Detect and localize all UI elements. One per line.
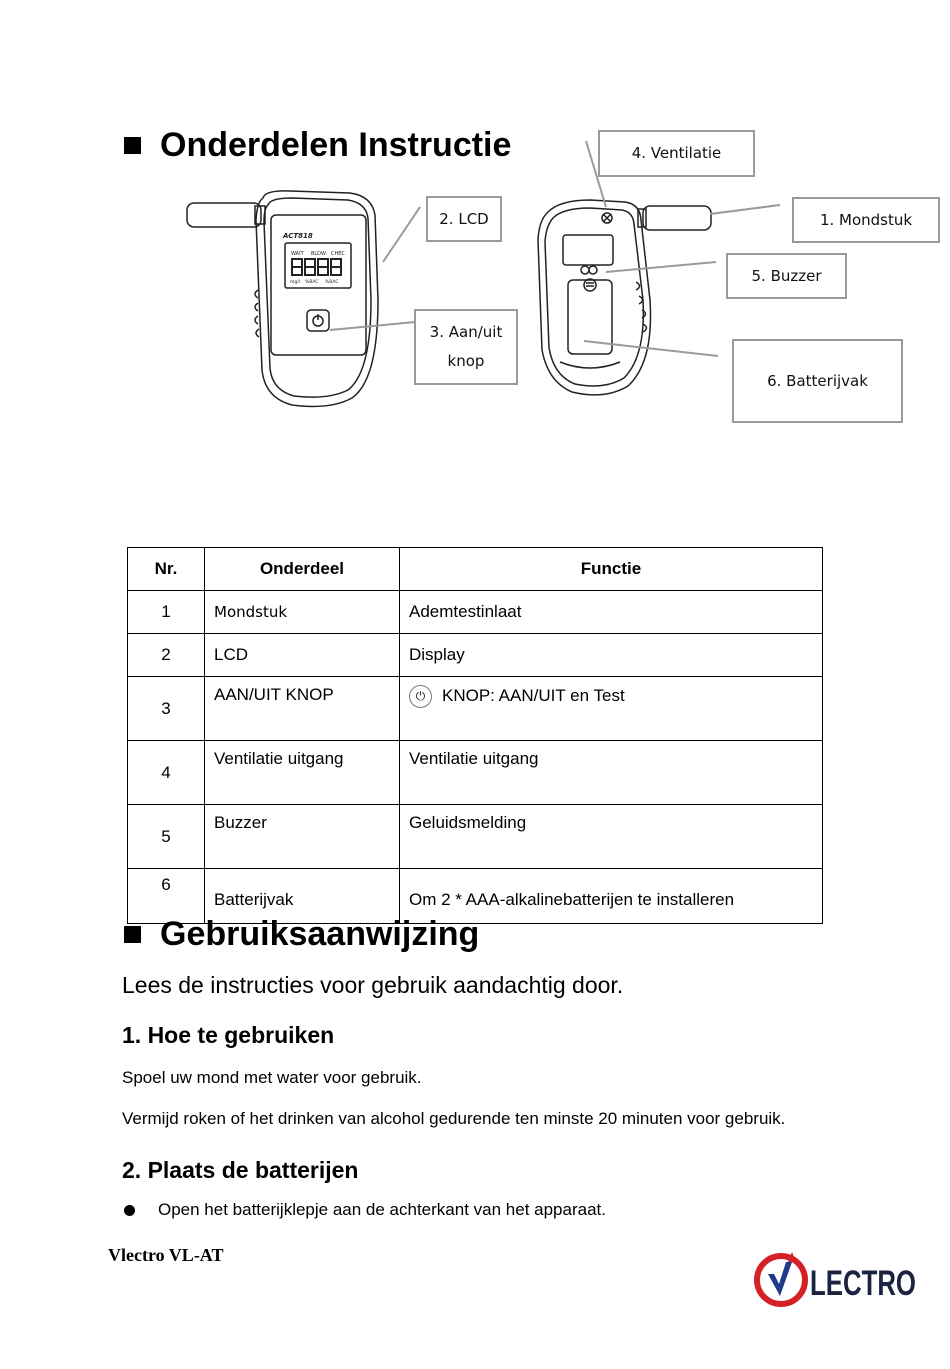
logo-mark-icon <box>752 1248 922 1310</box>
square-bullet-icon <box>124 926 141 943</box>
callout-aan-uit-line1: 3. Aan/uit <box>429 323 503 341</box>
row-part: Mondstuk <box>205 591 400 634</box>
parts-table <box>127 547 823 924</box>
callout-lcd: 2. LCD <box>426 196 502 242</box>
bullet-text: Open het batterijklepje aan de achterkant van het apparaat. <box>158 1200 606 1219</box>
lcd-label-chec: CHEC <box>331 251 345 257</box>
row-part: Batterijvak <box>205 869 400 924</box>
table-row <box>128 741 823 805</box>
row-function: Ademtestinlaat <box>400 591 823 634</box>
row-nr: 6 <box>128 869 205 924</box>
lcd-label-bac2: %BAC <box>325 280 339 285</box>
callout-buzzer: 5. Buzzer <box>726 253 847 299</box>
row-nr: 4 <box>128 741 205 805</box>
row-part: LCD <box>205 634 400 677</box>
bullet-item <box>124 1200 606 1220</box>
row-function: Display <box>400 634 823 677</box>
device-front <box>187 191 378 407</box>
row-function: Om 2 * AAA-alkalinebatterijen te installeren <box>400 869 823 924</box>
row-part: AAN/UIT KNOP <box>205 677 400 741</box>
section-heading-gebruiksaanwijzing <box>124 915 479 954</box>
table-row <box>128 805 823 869</box>
row-nr: 3 <box>128 677 205 741</box>
section-title: Gebruiksaanwijzing <box>160 915 480 953</box>
paragraph: Vermijd roken of het drinken van alcohol gedurende ten minste 20 minuten voor gebruik. <box>122 1109 786 1128</box>
row-nr: 1 <box>128 591 205 634</box>
row-part: Ventilatie uitgang <box>205 741 400 805</box>
subheading-hoe-te-gebruiken: 1. Hoe te gebruiken <box>122 1022 335 1048</box>
callout-mondstuk: 1. Mondstuk <box>792 197 940 243</box>
lcd-label-wait: WAIT <box>291 251 304 257</box>
logo-text: LECTRO <box>810 1264 916 1303</box>
bullet-dot-icon <box>124 1205 135 1216</box>
header-functie: Functie <box>400 548 823 591</box>
callout-aan-uit-line2: knop <box>447 352 485 370</box>
section-title: Onderdelen Instructie <box>160 126 512 164</box>
footer-model: Vlectro VL-AT <box>108 1245 224 1265</box>
header-nr: Nr. <box>128 548 205 591</box>
callout-batterijvak: 6. Batterijvak <box>732 339 903 423</box>
callout-ventilatie: 4. Ventilatie <box>598 130 755 177</box>
table-header-row <box>128 548 823 591</box>
device-back <box>538 200 711 395</box>
model-label: ACT818 <box>283 232 313 240</box>
table-row <box>128 634 823 677</box>
lcd-label-bac1: %BAC <box>305 280 319 285</box>
lcd-digits <box>292 259 341 275</box>
header-onderdeel: Onderdeel <box>205 548 400 591</box>
lcd-label-mgl: mg/l <box>290 280 301 285</box>
vlectro-logo <box>752 1248 922 1310</box>
row-function: Geluidsmelding <box>400 805 823 869</box>
row-function: Ventilatie uitgang <box>400 741 823 805</box>
row-function-cell <box>400 677 823 741</box>
table-row <box>128 591 823 634</box>
callout-aan-uit-knop <box>414 309 518 385</box>
paragraph: Spoel uw mond met water voor gebruik. <box>122 1068 422 1087</box>
row-function: KNOP: AAN/UIT en Test <box>442 685 625 705</box>
table-row <box>128 677 823 741</box>
lead-text: Lees de instructies voor gebruik aandachtig door. <box>122 972 624 998</box>
row-nr: 5 <box>128 805 205 869</box>
subheading-plaats-batterijen: 2. Plaats de batterijen <box>122 1157 359 1183</box>
row-part: Buzzer <box>205 805 400 869</box>
row-nr: 2 <box>128 634 205 677</box>
power-icon: ⏻ <box>409 685 432 708</box>
lcd-label-blow: BLOW <box>311 251 326 257</box>
